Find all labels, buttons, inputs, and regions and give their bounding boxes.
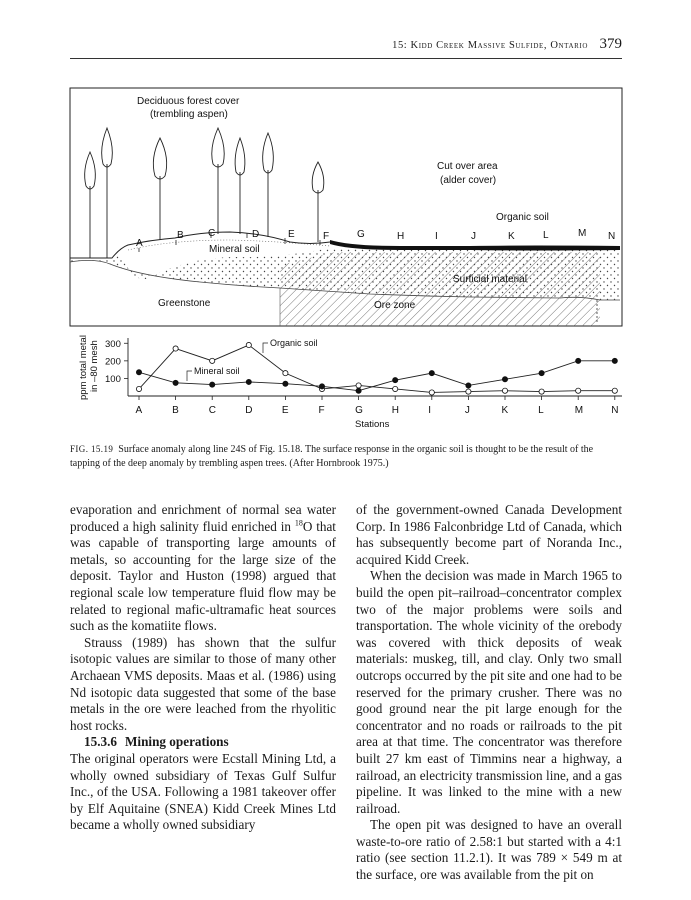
x-tick-label: I [428, 405, 432, 416]
mineral-soil-point [576, 358, 581, 363]
mineral-soil-point [283, 381, 288, 386]
chart-y-ticks [105, 339, 128, 385]
anomaly-chart [78, 335, 622, 430]
mineral-soil-point [356, 388, 361, 393]
caption-text: Surface anomaly along line 24S of Fig. 15.18. The surface response in the organic soil is thought to be the result of the tapping of the deep anomaly by trembling aspen trees. (After Hornbrook 1975.) [70, 444, 594, 469]
cut-label-line1: Cut over area [437, 161, 498, 172]
organic-soil-point [576, 388, 581, 393]
section-number: 15.3.6 [84, 734, 117, 750]
organic-soil-point [502, 388, 507, 393]
station-label-L: L [543, 230, 549, 241]
mineral-soil-point [393, 378, 398, 383]
left-p1-text: evaporation and enrichment of normal sea water produced a high salinity fluid enriched in [70, 502, 336, 534]
left-paragraph-1 [70, 502, 336, 635]
organic-soil-point [210, 358, 215, 363]
right-paragraph-1: of the government-owned Canada Development Corp. In 1986 Falconbridge Ltd of Canada, which has subsequently become part of Noranda Inc., acquired Kidd Creek. [356, 502, 622, 567]
y-tick-label: 100 [105, 373, 121, 385]
organic-soil-label: Organic soil [496, 212, 549, 223]
mineral-soil-point [429, 371, 434, 376]
x-tick-label: C [208, 405, 216, 416]
mineral-soil-point [502, 377, 507, 382]
x-tick-label: D [245, 405, 253, 416]
mineral-soil-point [319, 384, 324, 389]
section-title: Mining operations [124, 734, 229, 750]
x-tick-label: N [611, 405, 619, 416]
right-column [356, 502, 622, 884]
y-tick-label: 300 [105, 338, 121, 350]
isotope-superscript: 18 [294, 518, 303, 528]
forest-label-line2: (trembling aspen) [150, 109, 228, 120]
station-label-H: H [397, 231, 405, 242]
left-paragraph-3: The original operators were Ecstall Mining Ltd, a wholly owned subsidiary of Texas Gulf Sulfur Inc., of the USA. Following a 1981 takeover offer by Elf Aquitaine (SNEA) Kidd Creek Mines Ltd became a wholly owned subsidiary [70, 750, 336, 833]
figure-15-19 [0, 0, 691, 440]
organic-soil-point [246, 342, 251, 347]
left-p1-rest: O that was capable of transporting large amounts of metals, so accounting for the large size of the deposit. Taylor and Huston (1998) argued that regional scale low temperature fluid flow may be related to regional mafic-ultramafic heat sources such as the komatiite flows. [70, 518, 336, 634]
station-label-J: J [471, 231, 476, 242]
organic-soil-point [466, 389, 471, 394]
mineral-soil-point [539, 371, 544, 376]
left-column [70, 502, 336, 834]
station-label-I: I [435, 231, 438, 242]
x-tick-label: G [355, 405, 363, 416]
organic-soil-point [173, 346, 178, 351]
mineral-soil-point [466, 383, 471, 388]
greenstone-label: Greenstone [158, 298, 211, 309]
right-paragraph-2: When the decision was made in March 1965 to build the open pit–railroad–concentrator complex two of the major problems were soils and transportation. The whole vicinity of the orebody was covered with thick deposits of weak materials: muskeg, till, and clay. Only two small outcrops occurred by the pit site and one had to be reserved for the primary crusher. There was no good ground near the pit large enough for the concentrator and no roads or railroads to the pit area at that time. The concentrator was therefore built 27 km east of Timmins near a highway, a railroad, an electricity transmission line, and a gas pipeline. It was linked to the mine with a new railroad. [356, 568, 622, 816]
station-label-D: D [252, 229, 260, 240]
mineral-soil-point [612, 358, 617, 363]
mineral-soil-point [246, 379, 251, 384]
ylabel-line1: ppm total metal [78, 335, 89, 400]
annotation-mineral-soil: Mineral soil [194, 366, 240, 376]
station-label-M: M [578, 228, 587, 239]
x-tick-label: L [538, 405, 544, 416]
organic-soil-point [393, 386, 398, 391]
right-paragraph-3: The open pit was designed to have an overall waste-to-ore ratio of 2.58:1 but started with a 4:1 ratio (see section 11.2.1). It was 789 × 549 m at the surface, ore was available from the pit on [356, 817, 622, 883]
x-tick-label: A [135, 405, 143, 416]
mineral-soil-point [173, 380, 178, 385]
station-label-E: E [288, 229, 295, 240]
station-label-G: G [357, 229, 365, 240]
organic-soil-point [429, 390, 434, 395]
figure-caption [70, 442, 622, 471]
x-tick-label: J [464, 405, 470, 416]
organic-soil-point [539, 389, 544, 394]
station-label-A: A [136, 238, 143, 249]
mineral-soil-point [210, 382, 215, 387]
station-label-N: N [608, 231, 616, 242]
xlabel: Stations [355, 419, 390, 430]
cut-label-line2: (alder cover) [440, 175, 497, 186]
section-heading [70, 734, 336, 751]
surficial-material-label: Surficial material [453, 274, 527, 285]
organic-soil-point [136, 386, 141, 391]
running-title: 15: Kidd Creek Massive Sulfide, Ontario [392, 40, 588, 51]
ylabel-line2: in –80 mesh [89, 340, 100, 392]
left-paragraph-2: Strauss (1989) has shown that the sulfur isotopic values are similar to those of many other Archaean VMS deposits. Maas et al. (1986) using Nd isotopic data suggested that some of the base metals in the ore were leached from the rhyolitic host rocks. [70, 634, 336, 733]
station-label-B: B [177, 230, 184, 241]
x-tick-label: E [281, 405, 289, 416]
station-label-F: F [323, 231, 330, 242]
organic-soil-point [356, 383, 361, 388]
x-tick-label: B [172, 405, 179, 416]
caption-label: FIG. 15.19 [70, 444, 114, 454]
x-tick-label: M [574, 405, 584, 416]
station-label-K: K [508, 231, 515, 242]
organic-soil-point [283, 371, 288, 376]
ore-zone-label: Ore zone [374, 300, 416, 311]
page-number: 379 [599, 36, 622, 52]
ore-zone [280, 252, 600, 326]
y-tick-label: 200 [105, 356, 121, 368]
mineral-soil-point [136, 370, 141, 375]
organic-soil-point [612, 388, 617, 393]
x-tick-label: F [318, 405, 325, 416]
x-tick-label: H [391, 405, 399, 416]
annotation-organic-soil: Organic soil [270, 338, 318, 348]
forest-label-line1: Deciduous forest cover [137, 96, 240, 107]
x-tick-label: K [501, 405, 509, 416]
station-label-C: C [208, 228, 216, 239]
chart-x-ticks [136, 396, 619, 416]
mineral-soil-label: Mineral soil [209, 244, 260, 255]
